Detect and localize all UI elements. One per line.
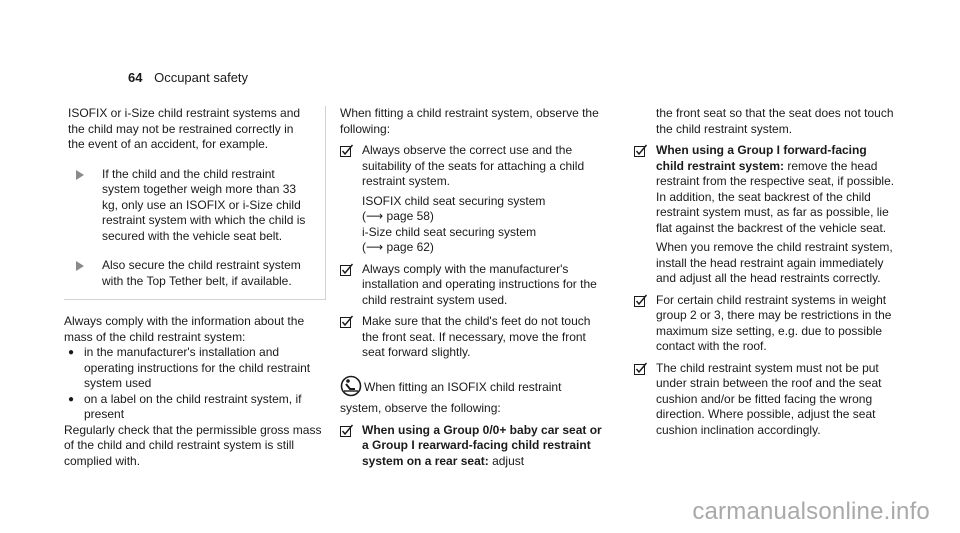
column-2 <box>340 106 602 469</box>
triangle-bullet-icon <box>68 258 102 289</box>
warning-item-text: Also secure the child restraint system with the Top Tether belt, if available. <box>102 258 301 288</box>
triangle-bullet-icon <box>68 167 102 245</box>
arrow-icon: ⟶ <box>366 209 384 223</box>
checkbox-icon <box>340 143 362 256</box>
watermark: carmanualsonline.info <box>692 498 930 525</box>
list-item-text: in the manufacturer's installation and operating instructions for the child restraint system used <box>84 345 311 390</box>
check-item-text: The child restraint system must not be put under strain between the roof and the seat cushion and/or be fitted facing the wrong direction. Where possible, adjust the seat cushion inclination accordingly. <box>656 360 882 437</box>
check-item <box>340 143 602 256</box>
forward-para: When you remove the child restraint system, install the head restraint again immediately and adjust all the head restraints correctly. <box>656 240 893 285</box>
isofix-intro: When fitting an ISOFIX child restraint system, observe the following: <box>340 375 602 417</box>
checkbox-icon <box>340 314 362 361</box>
page-link[interactable]: page 58) <box>386 209 434 223</box>
checkbox-icon <box>634 293 656 355</box>
column-3 <box>634 106 896 438</box>
check-item-text: When using a Group I forward-facing child restraint system: remove the head restraint from the respective seat, if possible. In addition, the seat backrest of the child restraint system must, as far as possible, lie flat against the backrest of the vehicle seat. <box>656 143 895 235</box>
list-item <box>64 345 326 392</box>
mass-intro: Always comply with the information about the mass of the child restraint system: <box>64 314 305 344</box>
check-item <box>634 143 896 287</box>
checkbox-icon <box>340 262 362 309</box>
check-item <box>634 361 896 439</box>
page-header <box>128 70 248 85</box>
reference-isize: i-Size child seat securing system (⟶ page 62) <box>362 224 537 254</box>
warning-item-text: If the child and the child restraint system together weigh more than 33 kg, only use an ISOFIX or i-Size child restraint system with which the child is secured with the vehicle seat belt. <box>102 166 306 243</box>
checkbox-icon <box>340 423 362 470</box>
warning-intro: ISOFIX or i-Size child restraint systems and the child may not be restrained correctly in the event of an accident, for example. <box>68 106 301 151</box>
check-item-text: When using a Group 0/0+ baby car seat or a Group I rearward-facing child restraint system on a rear seat: adjust <box>362 422 602 468</box>
arrow-icon: ⟶ <box>366 240 384 254</box>
list-item-text: on a label on the child restraint system, if present <box>84 391 302 421</box>
check-item <box>340 423 602 470</box>
check-item <box>340 262 602 309</box>
bullet-dot-icon: ● <box>68 347 75 358</box>
checkbox-icon <box>634 361 656 439</box>
continued-text: the front seat so that the seat does not touch the child restraint system. <box>656 106 894 136</box>
check-item <box>340 314 602 361</box>
check-item-text: For certain child restraint systems in weight group 2 or 3, there may be restrictions in the maximum size setting, e.g. due to possible contact with the roof. <box>656 292 892 353</box>
page-link[interactable]: page 62) <box>386 240 434 254</box>
mass-closing: Regularly check that the permissible gross mass of the child and child restraint system is still complied with. <box>64 422 322 468</box>
list-item <box>64 392 326 423</box>
check-item-text: Always comply with the manufacturer's installation and operating instructions for the child restraint system used. <box>362 261 597 307</box>
warning-item <box>68 258 311 289</box>
check-item <box>634 293 896 355</box>
reference-isofix: ISOFIX child seat securing system (⟶ page 58) <box>362 193 546 223</box>
child-seat-icon <box>340 375 362 402</box>
warning-box <box>64 106 326 300</box>
bullet-dot-icon: ● <box>68 393 75 405</box>
checkbox-icon <box>634 143 656 287</box>
warning-item <box>68 167 311 245</box>
column-1 <box>64 106 326 469</box>
section-title: Occupant safety <box>154 70 249 85</box>
fitting-intro: When fitting a child restraint system, observe the following: <box>340 106 599 136</box>
page-number: 64 <box>128 70 143 85</box>
check-item-text: Always observe the correct use and the suitability of the seats for attaching a child restraint system. <box>362 143 585 188</box>
check-item-text: Make sure that the child's feet do not touch the front seat. If necessary, move the front seat forward slightly. <box>362 314 591 359</box>
